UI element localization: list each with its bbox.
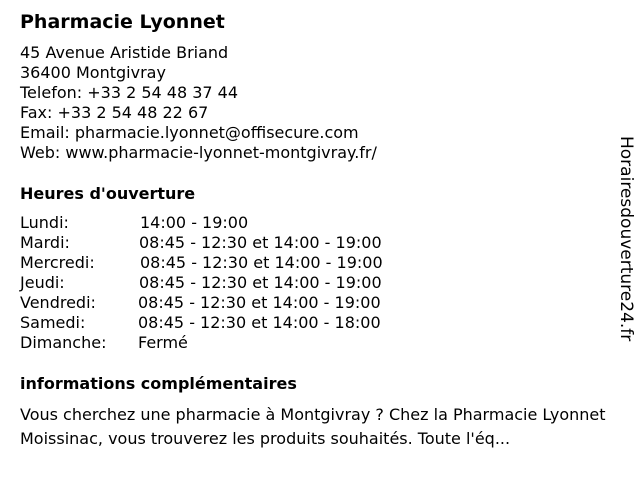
page-title: Pharmacie Lyonnet: [20, 11, 225, 33]
email-address: Email: pharmacie.lyonnet@offisecure.com: [20, 123, 359, 142]
hours-heading: Heures d'ouverture: [20, 184, 196, 203]
info-description: Vous cherchez une pharmacie à Montgivray ? Chez la Pharmacie Lyonnet Moissinac, vous trouverez les produits souhaités. Toute l'éq...: [20, 405, 606, 448]
time-range: 08:45 - 12:30 et 14:00 - 19:00: [139, 273, 382, 292]
day-label: Vendredi:: [20, 293, 96, 312]
time-range: 08:45 - 12:30 et 14:00 - 18:00: [138, 313, 381, 332]
address-city: 36400 Montgivray: [20, 63, 166, 82]
contact-block: [20, 43, 377, 163]
time-range: 08:45 - 12:30 et 14:00 - 19:00: [140, 253, 383, 272]
day-label: Mercredi:: [20, 253, 95, 272]
time-range: 14:00 - 19:00: [140, 213, 249, 232]
website-url: Web: www.pharmacie-lyonnet-montgivray.fr/: [20, 143, 377, 162]
address-street: 45 Avenue Aristide Briand: [20, 43, 229, 62]
day-label: Dimanche:: [20, 333, 107, 352]
day-label: Samedi:: [20, 313, 86, 332]
day-label: Jeudi:: [20, 273, 65, 292]
time-range: 08:45 - 12:30 et 14:00 - 19:00: [138, 293, 381, 312]
time-range: Fermé: [138, 333, 188, 352]
day-label: Lundi:: [20, 213, 69, 232]
time-range: 08:45 - 12:30 et 14:00 - 19:00: [139, 233, 382, 252]
fax-number: Fax: +33 2 54 48 22 67: [20, 103, 209, 122]
phone-number: Telefon: +33 2 54 48 37 44: [20, 83, 239, 102]
site-watermark: Horairesdouverture24.fr: [616, 136, 636, 342]
info-heading: informations complémentaires: [20, 374, 297, 393]
day-label: Mardi:: [20, 233, 70, 252]
